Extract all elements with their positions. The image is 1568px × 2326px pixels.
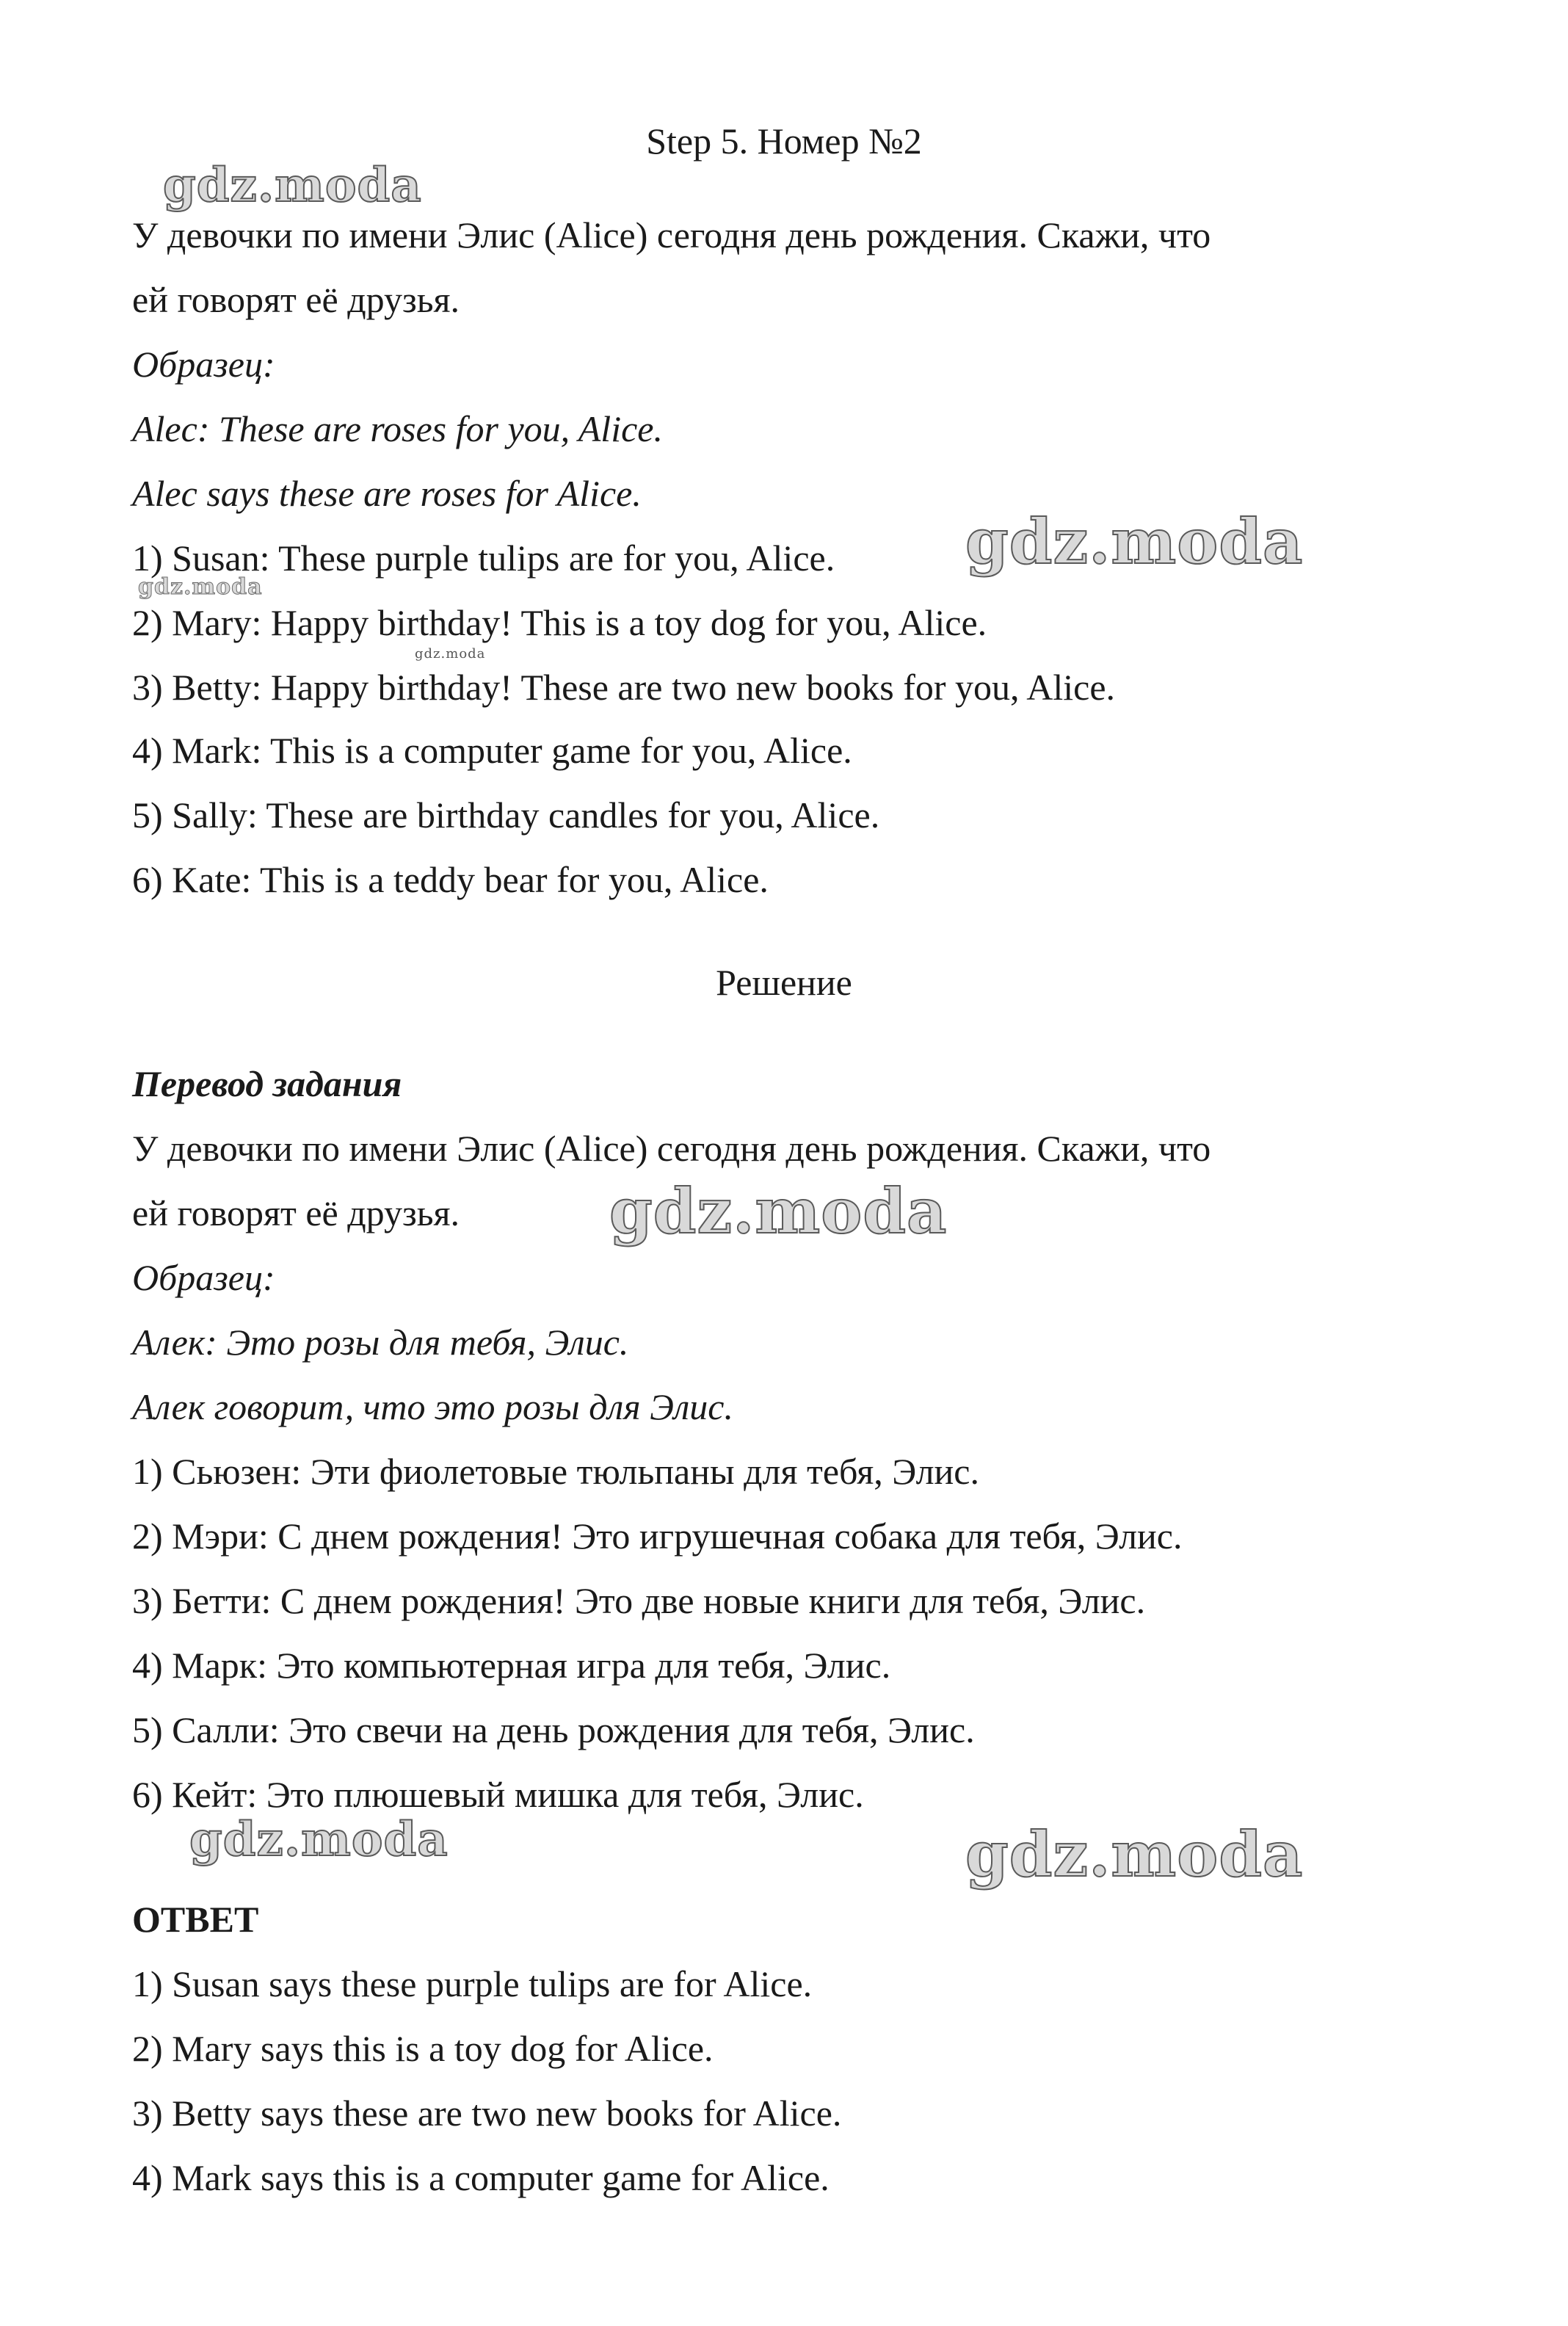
- task-item-5: 5) Sally: These are birthday candles for you, Alice.: [132, 794, 880, 836]
- translation-example-line-2: Алек говорит, что это розы для Элис.: [132, 1386, 733, 1427]
- watermark-logo: gdz.moda: [609, 1175, 948, 1247]
- translation-item-6: 6) Кейт: Это плюшевый мишка для тебя, Элис.: [132, 1774, 864, 1815]
- translation-text-line-2: ей говорят её друзья.: [132, 1192, 460, 1233]
- task-example-line-2: Alec says these are roses for Alice.: [132, 473, 642, 514]
- watermark-logo: gdz.moda: [965, 1818, 1304, 1891]
- translation-item-4: 4) Марк: Это компьютерная игра для тебя, Элис.: [132, 1645, 891, 1686]
- translation-text-line-1: У девочки по имени Элис (Alice) сегодня день рождения. Скажи, что: [132, 1128, 1211, 1169]
- task-item-6: 6) Kate: This is a teddy bear for you, Alice.: [132, 859, 769, 900]
- task-item-2: 2) Mary: Happy birthday! This is a toy dog for you, Alice.: [132, 602, 987, 643]
- watermark-logo: gdz.moda: [415, 646, 486, 662]
- translation-example-line-1: Алек: Это розы для тебя, Элис.: [132, 1322, 629, 1363]
- task-text-line-2: ей говорят её друзья.: [132, 279, 460, 320]
- task-example-line-1: Alec: These are roses for you, Alice.: [132, 408, 663, 449]
- page-title: Step 5. Номер №2: [646, 120, 922, 162]
- watermark-logo: gdz.moda: [163, 158, 422, 213]
- translation-item-2: 2) Мэри: С днем рождения! Это игрушечная собака для тебя, Элис.: [132, 1515, 1183, 1557]
- translation-item-1: 1) Сьюзен: Эти фиолетовые тюльпаны для тебя, Элис.: [132, 1451, 979, 1492]
- translation-item-3: 3) Бетти: С днем рождения! Это две новые книги для тебя, Элис.: [132, 1580, 1146, 1621]
- answer-heading: ОТВЕТ: [132, 1899, 259, 1940]
- translation-heading: Перевод задания: [132, 1063, 402, 1104]
- watermark-logo: gdz.moda: [965, 505, 1304, 578]
- answer-item-1: 1) Susan says these purple tulips are for Alice.: [132, 1963, 813, 2004]
- answer-item-3: 3) Betty says these are two new books for Alice.: [132, 2093, 842, 2134]
- watermark-logo: gdz.moda: [189, 1812, 449, 1867]
- task-item-3: 3) Betty: Happy birthday! These are two new books for you, Alice.: [132, 667, 1116, 708]
- solution-heading: Решение: [716, 962, 852, 1003]
- task-text-line-1: У девочки по имени Элис (Alice) сегодня день рождения. Скажи, что: [132, 214, 1211, 256]
- answer-item-2: 2) Mary says this is a toy dog for Alice.: [132, 2028, 714, 2069]
- task-item-1: 1) Susan: These purple tulips are for you, Alice.: [132, 537, 835, 579]
- translation-example-label: Образец:: [132, 1257, 275, 1298]
- translation-item-5: 5) Салли: Это свечи на день рождения для тебя, Элис.: [132, 1709, 975, 1750]
- watermark-logo: gdz.moda: [138, 574, 263, 600]
- task-example-label: Образец:: [132, 344, 275, 385]
- task-item-4: 4) Mark: This is a computer game for you, Alice.: [132, 730, 852, 771]
- answer-item-4: 4) Mark says this is a computer game for Alice.: [132, 2157, 830, 2198]
